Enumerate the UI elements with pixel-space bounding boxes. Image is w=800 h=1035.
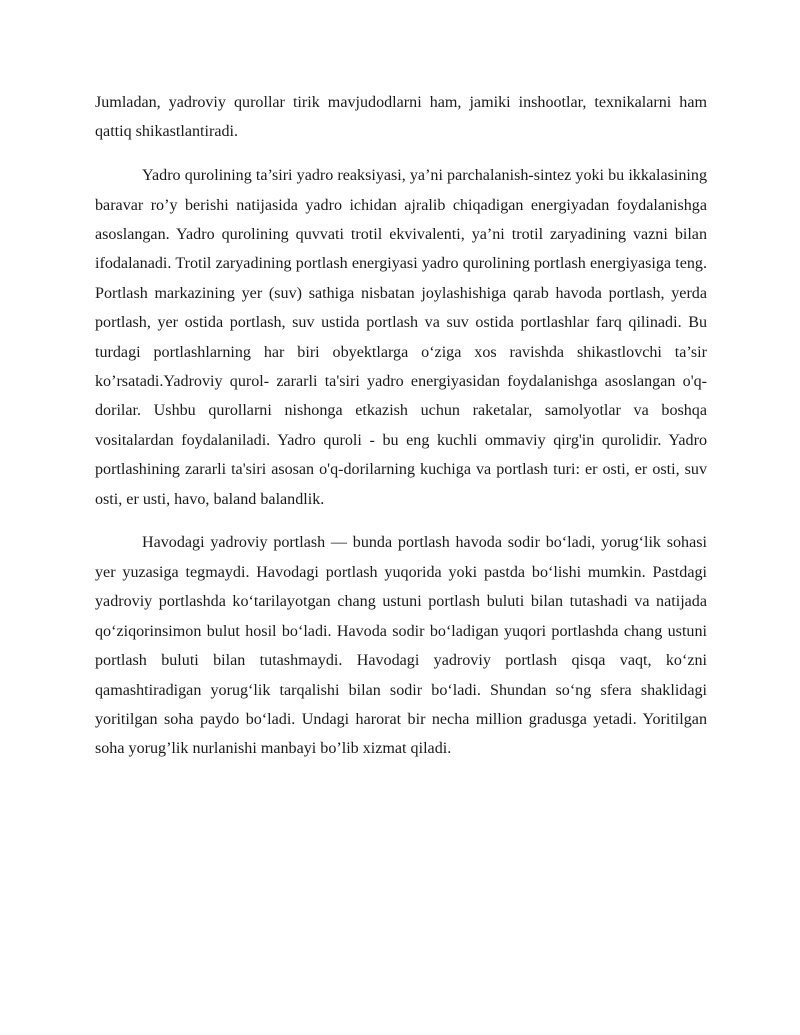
document-page (95, 88, 707, 764)
paragraph-continuation: Jumladan, yadroviy qurollar tirik mavjudodlarni ham, jamiki inshootlar, texnikalarni ham qattiq shikastlantiradi. (95, 94, 707, 141)
paragraph-nuclear-weapon-effects: Yadro qurolining ta’siri yadro reaksiyasi, ya’ni parchalanish-sintez yoki bu ikkalasining baravar ro’y berishi natijasida yadro ichidan ajralib chiqadigan energiyadan foydalanishga asoslangan. Yadro qurolining quvvati trotil ekvivalenti, ya’ni trotil zaryadining vazni bilan ifodalanadi. Trotil zaryadining portlash energiyasi yadro qurolining portlash energiyasiga teng. Portlash markazining yer (suv) sathiga nisbatan joylashishiga qarab havoda portlash, yerda portlash, yer ostida portlash, suv ustida portlash va suv ostida portlashlar farq qilinadi. Bu turdagi portlashlarning har biri obyektlarga o‘ziga xos ravishda shikastlovchi ta’sir ko’rsatadi.Yadroviy qurol- zararli ta'siri yadro energiyasidan foydalanishga asoslangan o'q-dorilar. Ushbu qurollarni nishonga etkazish uchun raketalar, samolyotlar va boshqa vositalardan foydalaniladi. Yadro quroli - bu eng kuchli ommaviy qirg'in qurolidir. Yadro portlashining zararli ta'siri asosan o'q-dorilarning kuchiga va portlash turi: er osti, er osti, suv osti, er usti, havo, baland balandlik. (95, 167, 707, 508)
paragraph-air-nuclear-explosion: Havodagi yadroviy portlash — bunda portlash havoda sodir bo‘ladi, yorug‘lik sohasi yer yuzasiga tegmaydi. Havodagi portlash yuqorida yoki pastda bo‘lishi mumkin. Pastdagi yadroviy portlashda ko‘tarilayotgan chang ustuni portlash buluti bilan tutashadi va natijada qo‘ziqorinsimon bulut hosil bo‘ladi. Havoda sodir bo‘ladigan yuqori portlashda chang ustuni portlash buluti bilan tutashmaydi. Havodagi yadroviy portlash qisqa vaqt, ko‘zni qamashtiradigan yorug‘lik tarqalishi bilan sodir bo‘ladi. Shundan so‘ng sfera shaklidagi yoritilgan soha paydo bo‘ladi. Undagi harorat bir necha million gradusga yetadi. Yoritilgan soha yorug’lik nurlanishi manbayi bo’lib xizmat qiladi. (95, 534, 707, 758)
